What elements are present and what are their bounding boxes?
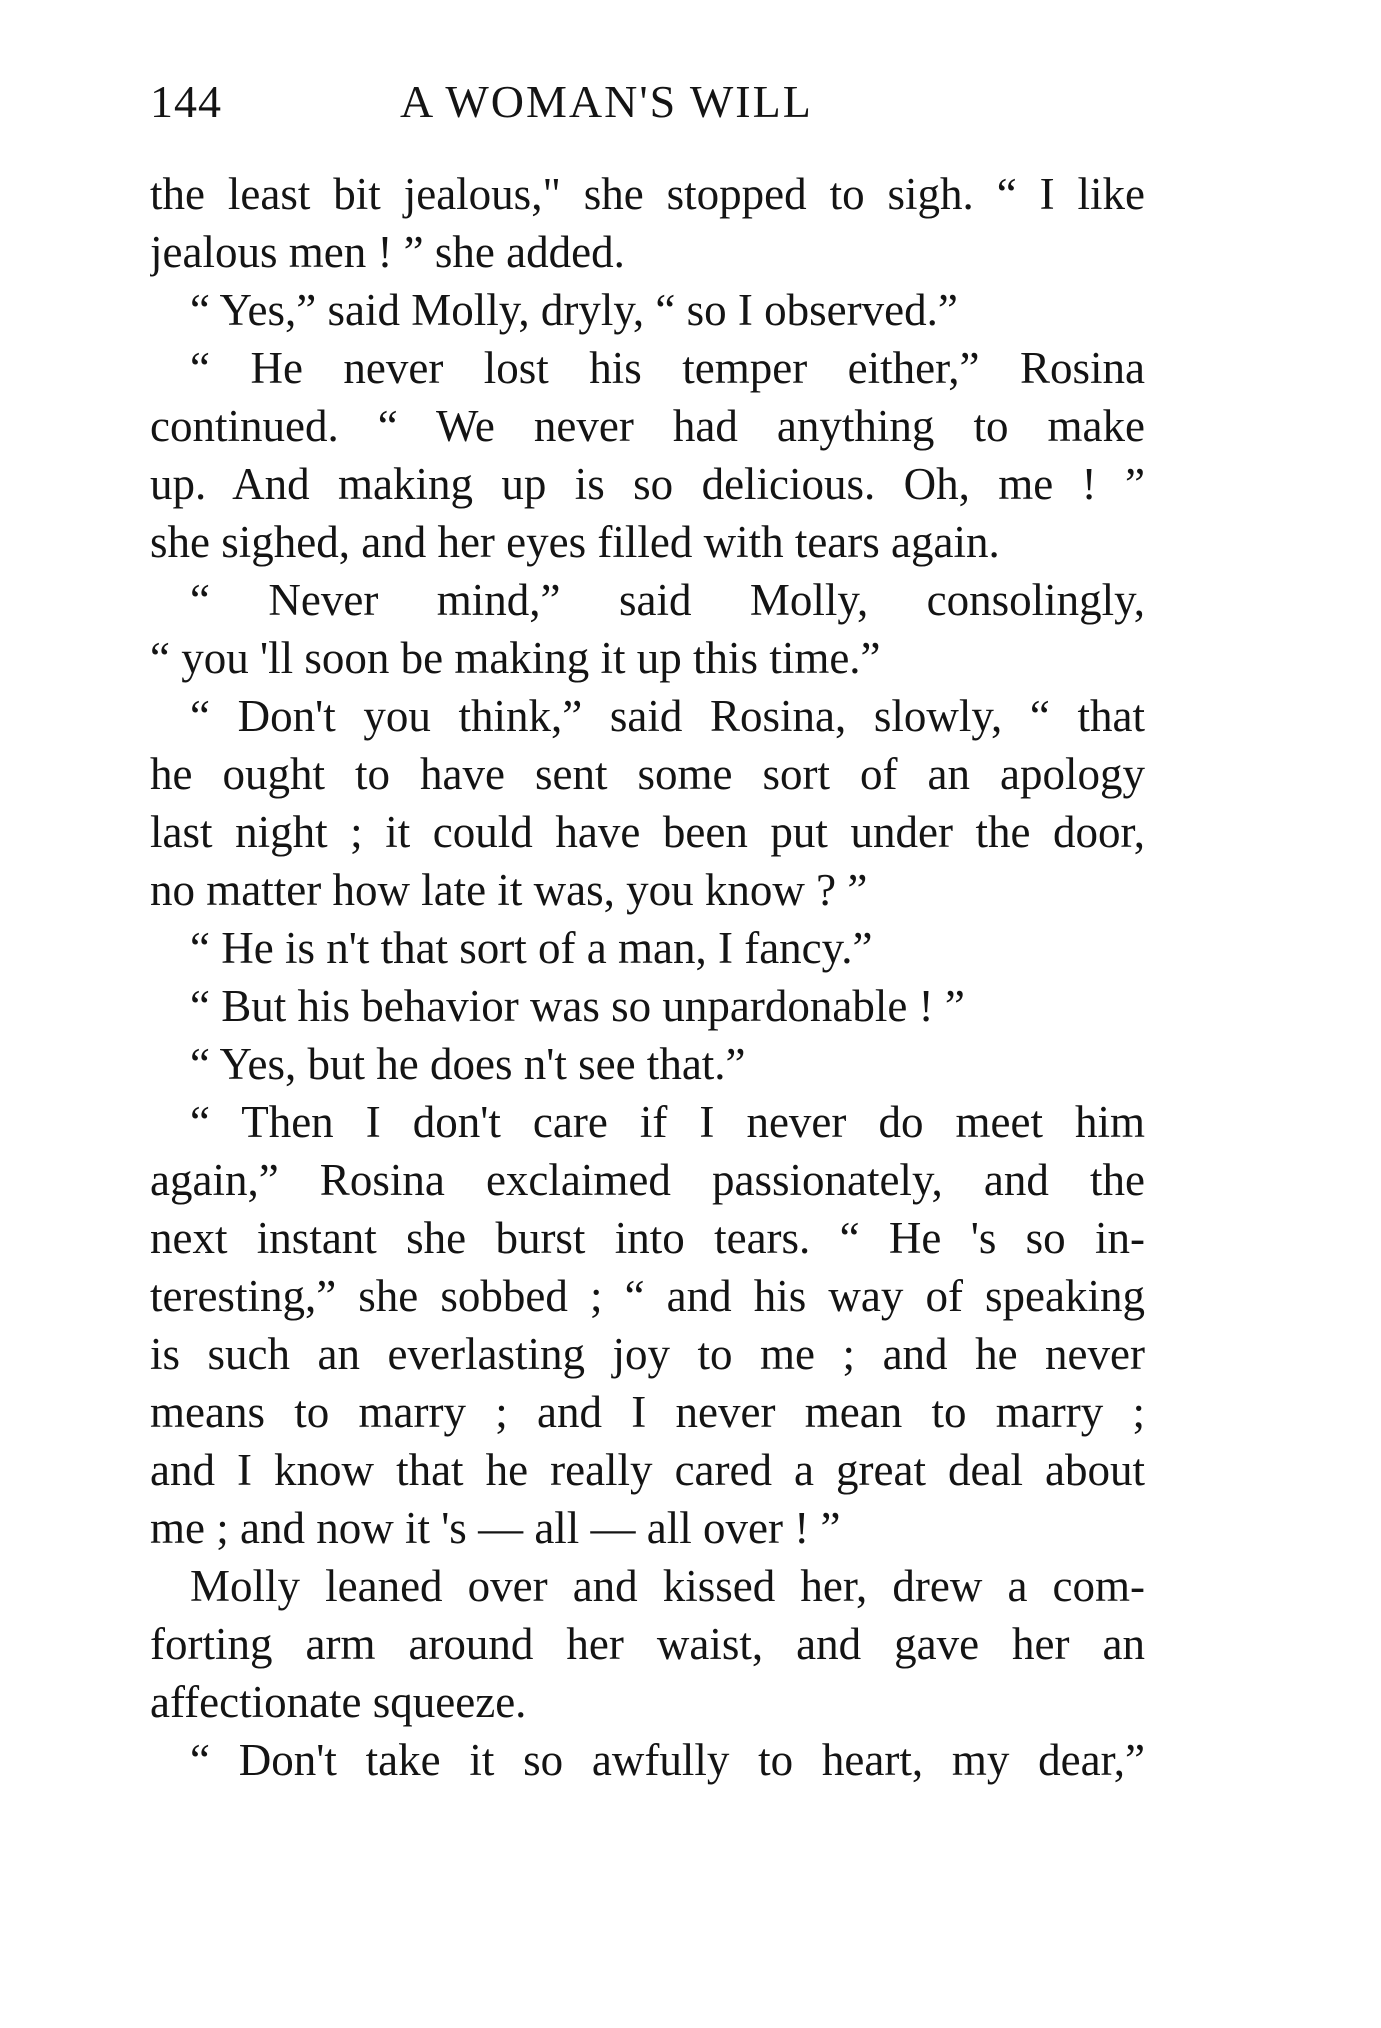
text-line: she sighed, and her eyes filled with tears again.: [150, 517, 1000, 567]
text-line: “ Never mind,” said Molly, consolingly,: [190, 575, 1145, 625]
text-line: the least bit jealous," she stopped to sigh. “ I like: [150, 169, 1145, 219]
text-line: Molly leaned over and kissed her, drew a com-: [190, 1561, 1145, 1611]
text-line: means to marry ; and I never mean to marry ;: [150, 1387, 1145, 1437]
running-head: [150, 72, 1140, 132]
text-line: no matter how late it was, you know ? ”: [150, 865, 868, 915]
text-line: teresting,” she sobbed ; “ and his way of speaking: [150, 1271, 1145, 1321]
text-line: “ Don't take it so awfully to heart, my dear,”: [190, 1735, 1145, 1785]
text-line: he ought to have sent some sort of an apology: [150, 749, 1145, 799]
text-line: continued. “ We never had anything to make: [150, 401, 1145, 451]
text-line: up. And making up is so delicious. Oh, me ! ”: [150, 459, 1145, 509]
body-text: [150, 165, 1145, 1789]
text-line: next instant she burst into tears. “ He 's so in-: [150, 1213, 1145, 1263]
text-line: forting arm around her waist, and gave her an: [150, 1619, 1145, 1669]
text-line: and I know that he really cared a great deal about: [150, 1445, 1145, 1495]
text-line: jealous men ! ” she added.: [150, 227, 625, 277]
text-line: “ Don't you think,” said Rosina, slowly, “ that: [190, 691, 1145, 741]
running-title: A WOMAN'S WILL: [400, 76, 813, 127]
page-number: 144: [150, 76, 222, 127]
text-line: “ Yes,” said Molly, dryly, “ so I observed.”: [190, 285, 958, 335]
text-line: affectionate squeeze.: [150, 1677, 527, 1727]
text-line: “ He never lost his temper either,” Rosina: [190, 343, 1145, 393]
text-line: last night ; it could have been put under the door,: [150, 807, 1145, 857]
text-line: me ; and now it 's — all — all over ! ”: [150, 1503, 841, 1553]
text-line: is such an everlasting joy to me ; and he never: [150, 1329, 1145, 1379]
text-line: “ Then I don't care if I never do meet him: [190, 1097, 1145, 1147]
text-line: again,” Rosina exclaimed passionately, and the: [150, 1155, 1145, 1205]
text-line: “ you 'll soon be making it up this time.”: [150, 633, 881, 683]
text-line: “ But his behavior was so unpardonable ! ”: [190, 981, 965, 1031]
text-line: “ Yes, but he does n't see that.”: [190, 1039, 746, 1089]
text-line: “ He is n't that sort of a man, I fancy.”: [190, 923, 873, 973]
